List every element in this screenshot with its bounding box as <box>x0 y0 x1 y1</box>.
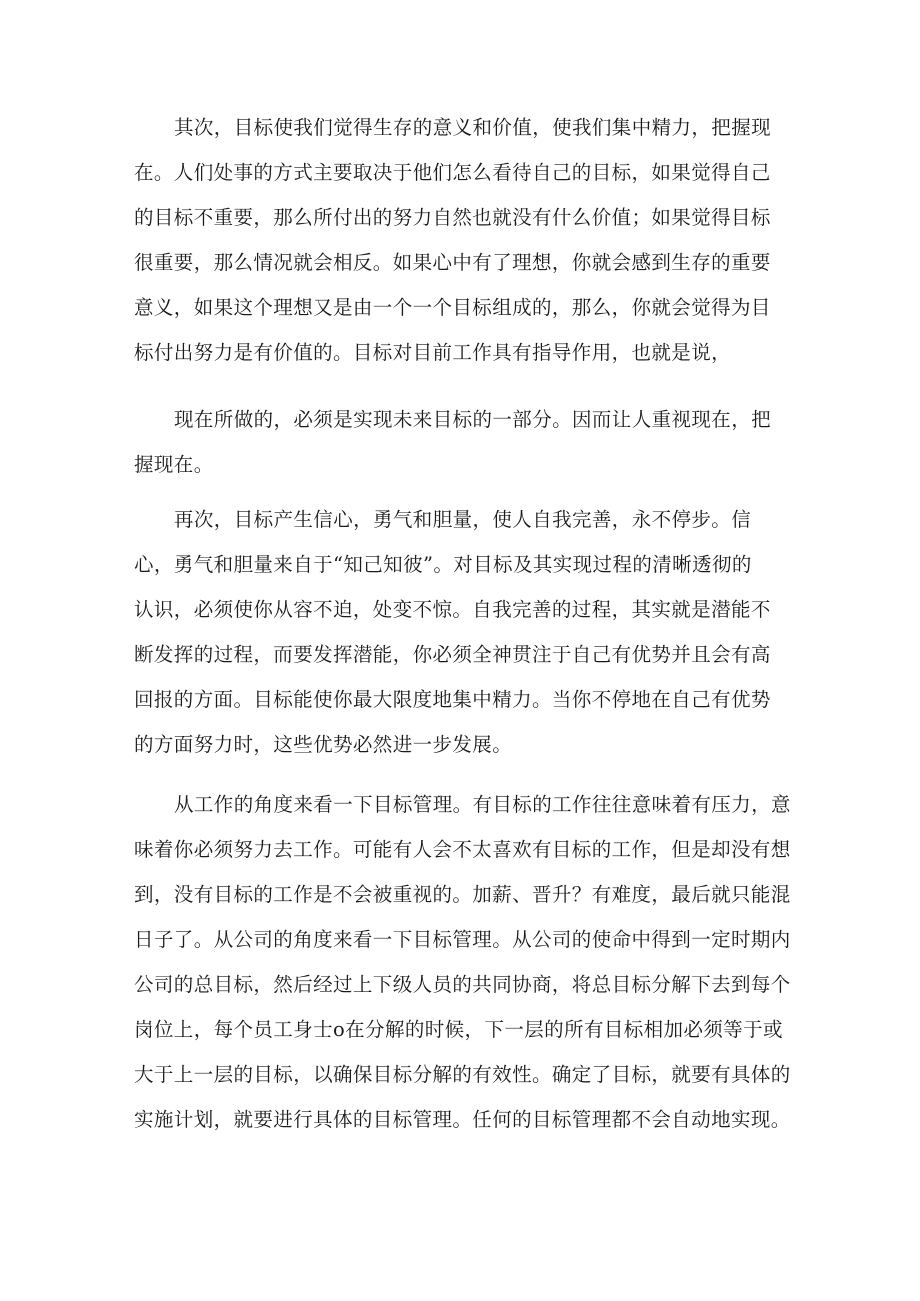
paragraph-1-line-2: 在。人们处事的方式主要取决于他们怎么看待自己的目标，如果觉得自己 <box>134 161 771 184</box>
paragraph-2-line-1: 现在所做的，必须是实现未来目标的一部分。因而让人重视现在，把 <box>174 408 772 431</box>
paragraph-4-line-2: 味着你必须努力去工作。可能有人会不太喜欢有目标的工作，但是却没有想 <box>134 838 791 861</box>
paragraph-4-line-8: 实施计划，就要进行具体的目标管理。任何的目标管理都不会自动地实现。 <box>134 1108 791 1131</box>
paragraph-1-line-3: 的目标不重要，那么所付出的努力自然也就没有什么价值；如果觉得目标 <box>134 206 771 229</box>
paragraph-4-line-1: 从工作的角度来看一下目标管理。有目标的工作往往意味着有压力，意 <box>174 793 791 816</box>
paragraph-4-line-4: 日子了。从公司的角度来看一下目标管理。从公司的使命中得到一定时期内 <box>134 928 791 951</box>
paragraph-3-line-2: 心，勇气和胆量来自于“知己知彼”。对目标及其实现过程的清晰透彻的 <box>134 553 752 576</box>
paragraph-4-line-7: 大于上一层的目标，以确保目标分解的有效性。确定了目标，就要有具体的 <box>134 1063 791 1086</box>
paragraph-2-line-2: 握现在。 <box>134 453 214 476</box>
paragraph-4-line-5: 公司的总目标，然后经过上下级人员的共同协商，将总目标分解下去到每个 <box>134 973 791 996</box>
paragraph-1-line-4: 很重要，那么情况就会相反。如果心中有了理想，你就会感到生存的重要 <box>134 251 771 274</box>
paragraph-4-line-6: 岗位上，每个员工身士o在分解的时候，下一层的所有目标相加必须等于或 <box>134 1018 783 1041</box>
paragraph-1-line-1: 其次，目标使我们觉得生存的意义和价值，使我们集中精力，把握现 <box>174 116 772 139</box>
paragraph-1-line-6: 标付出努力是有价值的。目标对目前工作具有指导作用，也就是说， <box>134 341 732 364</box>
paragraph-3-line-4: 断发挥的过程，而要发挥潜能，你必须全神贯注于自己有优势并且会有高 <box>134 643 771 666</box>
paragraph-3-line-1: 再次，目标产生信心，勇气和胆量，使人自我完善，永不停步。信 <box>174 508 752 531</box>
paragraph-3-line-3: 认识，必须使你从容不迫，处变不惊。自我完善的过程，其实就是潜能不 <box>134 598 771 621</box>
paragraph-4-line-3: 到，没有目标的工作是不会被重视的。加薪、晋升？有难度，最后就只能混 <box>134 883 791 906</box>
paragraph-3-line-5: 回报的方面。目标能使你最大限度地集中精力。当你不停地在自己有优势 <box>134 688 771 711</box>
paragraph-3-line-6: 的方面努力时，这些优势必然进一步发展。 <box>134 733 513 756</box>
paragraph-1-line-5: 意义，如果这个理想又是由一个一个目标组成的，那么，你就会觉得为目 <box>134 296 771 319</box>
